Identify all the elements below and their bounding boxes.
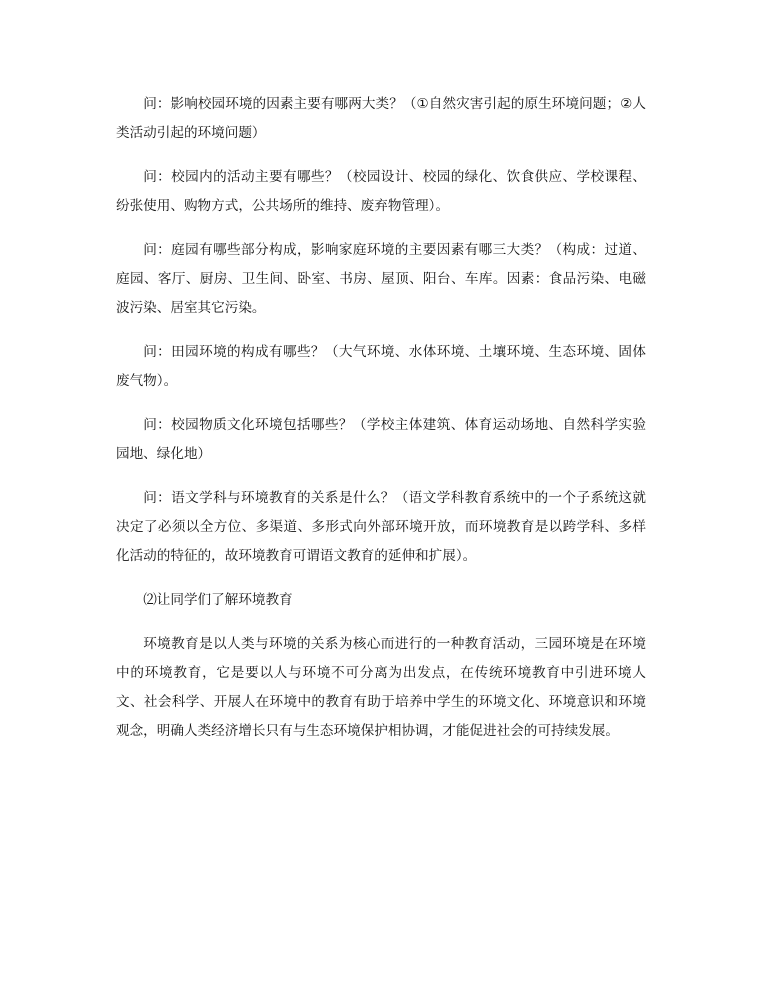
qa-paragraph-campus-activities: 问：校园内的活动主要有哪些？（校园设计、校园的绿化、饮食供应、学校课程、纷张使用、购物方式，公共场所的维持、废弃物管理）。 xyxy=(116,169,646,214)
section-heading-environmental-education: ⑵让同学们了解环境教育 xyxy=(143,592,293,608)
qa-paragraph-campus-material-culture: 问：校园物质文化环境包括哪些？（学校主体建筑、体育运动场地、自然科学实验园地、绿化地） xyxy=(116,417,646,462)
qa-paragraph-chinese-and-environment: 问：语文学科与环境教育的关系是什么？（语文学科教育系统中的一个子系统这就决定了必须以全方位、多渠道、多形式向外部环境开放，而环境教育是以跨学科、多样化活动的特征的，故环境教育可谓语文教育的延伸和扩展）。 xyxy=(116,490,646,564)
document-page xyxy=(116,90,646,746)
qa-paragraph-rural-environment: 问：田园环境的构成有哪些？（大气环境、水体环境、土壤环境、生态环境、固体废气物）。 xyxy=(116,344,646,389)
qa-paragraph-campus-factors: 问：影响校园环境的因素主要有哪两大类？（①自然灾害引起的原生环境问题；②人类活动引起的环境问题） xyxy=(116,96,646,141)
qa-paragraph-home-environment: 问：庭园有哪些部分构成，影响家庭环境的主要因素有哪三大类？（构成：过道、庭园、客厅、厨房、卫生间、卧室、书房、屋顶、阳台、车库。因素：食品污染、电磁波污染、居室其它污染。 xyxy=(116,242,646,316)
body-paragraph-environmental-education: 环境教育是以人类与环境的关系为核心而进行的一种教育活动，三园环境是在环境中的环境教育，它是要以人与环境不可分离为出发点，在传统环境教育中引进环境人文、社会科学、开展人在环境中的教育有助于培养中学生的环境文化、环境意识和环境观念，明确人类经济增长只有与生态环境保护相协调，才能促进社会的可持续发展。 xyxy=(116,636,646,739)
